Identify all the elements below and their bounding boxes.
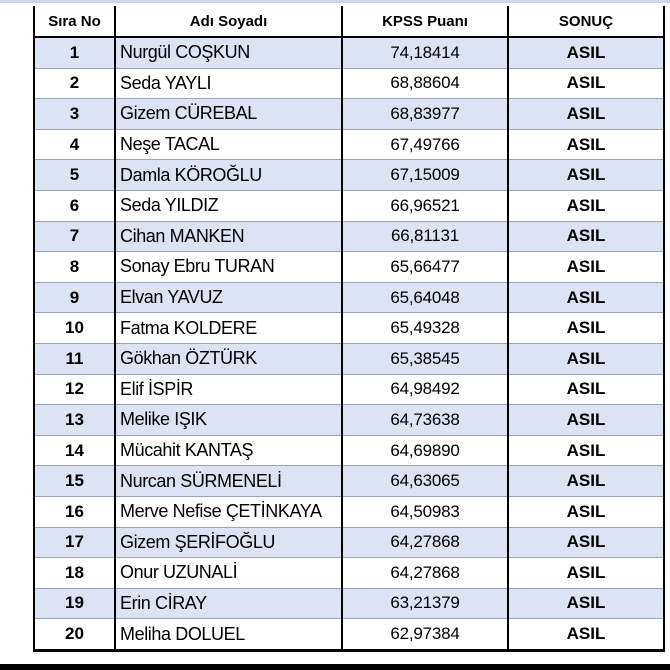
row-number: 12 [34, 374, 115, 405]
result-status: ASIL [508, 435, 664, 466]
row-number: 14 [34, 435, 115, 466]
candidate-name: Seda YILDIZ [115, 190, 342, 221]
kpss-score: 64,69890 [342, 435, 508, 466]
table-row [34, 37, 664, 68]
kpss-score: 64,27868 [342, 527, 508, 558]
row-number: 8 [34, 252, 115, 283]
result-status: ASIL [508, 99, 664, 130]
kpss-score: 68,88604 [342, 68, 508, 99]
table-row [34, 99, 664, 130]
candidate-name: Gizem CÜREBAL [115, 99, 342, 130]
row-number: 1 [34, 37, 115, 68]
result-status: ASIL [508, 588, 664, 619]
kpss-score: 62,97384 [342, 619, 508, 651]
header-row [34, 6, 664, 37]
kpss-score: 65,49328 [342, 313, 508, 344]
table-row [34, 129, 664, 160]
result-status: ASIL [508, 37, 664, 68]
candidate-name: Sonay Ebru TURAN [115, 252, 342, 283]
table-row [34, 466, 664, 497]
header-adi-soyadi: Adı Soyadı [115, 6, 342, 37]
bottom-edge-line [0, 664, 670, 670]
kpss-score: 74,18414 [342, 37, 508, 68]
row-number: 5 [34, 160, 115, 191]
table-row [34, 252, 664, 283]
table-row [34, 343, 664, 374]
result-status: ASIL [508, 221, 664, 252]
table-row [34, 282, 664, 313]
table-row [34, 160, 664, 191]
result-status: ASIL [508, 313, 664, 344]
result-status: ASIL [508, 466, 664, 497]
header-sira-no: Sıra No [34, 6, 115, 37]
row-number: 13 [34, 405, 115, 436]
result-status: ASIL [508, 496, 664, 527]
result-status: ASIL [508, 374, 664, 405]
result-status: ASIL [508, 343, 664, 374]
row-number: 17 [34, 527, 115, 558]
header-kpss-puani: KPSS Puanı [342, 6, 508, 37]
row-number: 16 [34, 496, 115, 527]
kpss-results-table [33, 6, 665, 652]
header-sonuc: SONUÇ [508, 6, 664, 37]
row-number: 18 [34, 558, 115, 589]
row-number: 19 [34, 588, 115, 619]
result-status: ASIL [508, 282, 664, 313]
kpss-score: 64,50983 [342, 496, 508, 527]
result-status: ASIL [508, 190, 664, 221]
candidate-name: Damla KÖROĞLU [115, 160, 342, 191]
kpss-score: 66,96521 [342, 190, 508, 221]
candidate-name: Melike IŞIK [115, 405, 342, 436]
kpss-score: 67,15009 [342, 160, 508, 191]
kpss-score: 66,81131 [342, 221, 508, 252]
candidate-name: Mücahit KANTAŞ [115, 435, 342, 466]
candidate-name: Fatma KOLDERE [115, 313, 342, 344]
candidate-name: Merve Nefise ÇETİNKAYA [115, 496, 342, 527]
candidate-name: Neşe TACAL [115, 129, 342, 160]
result-status: ASIL [508, 619, 664, 651]
row-number: 3 [34, 99, 115, 130]
row-number: 11 [34, 343, 115, 374]
table-row [34, 435, 664, 466]
candidate-name: Seda YAYLI [115, 68, 342, 99]
table-row [34, 313, 664, 344]
table-row [34, 527, 664, 558]
row-number: 10 [34, 313, 115, 344]
kpss-score: 64,63065 [342, 466, 508, 497]
candidate-name: Erin CİRAY [115, 588, 342, 619]
row-number: 2 [34, 68, 115, 99]
kpss-score: 64,27868 [342, 558, 508, 589]
candidate-name: Meliha DOLUEL [115, 619, 342, 651]
row-number: 6 [34, 190, 115, 221]
result-status: ASIL [508, 527, 664, 558]
kpss-score: 65,66477 [342, 252, 508, 283]
table-row [34, 405, 664, 436]
result-status: ASIL [508, 68, 664, 99]
kpss-score: 63,21379 [342, 588, 508, 619]
row-number: 7 [34, 221, 115, 252]
table-row [34, 221, 664, 252]
kpss-score: 67,49766 [342, 129, 508, 160]
kpss-score: 64,98492 [342, 374, 508, 405]
table-row [34, 558, 664, 589]
kpss-score: 68,83977 [342, 99, 508, 130]
row-number: 9 [34, 282, 115, 313]
candidate-name: Gökhan ÖZTÜRK [115, 343, 342, 374]
result-status: ASIL [508, 558, 664, 589]
top-edge-line [0, 0, 670, 3]
result-status: ASIL [508, 405, 664, 436]
table-body [34, 37, 664, 650]
table-header [34, 6, 664, 37]
candidate-name: Onur UZUNALİ [115, 558, 342, 589]
candidate-name: Elif İSPİR [115, 374, 342, 405]
table-row [34, 68, 664, 99]
row-number: 15 [34, 466, 115, 497]
kpss-score: 65,64048 [342, 282, 508, 313]
result-status: ASIL [508, 129, 664, 160]
result-status: ASIL [508, 252, 664, 283]
row-number: 20 [34, 619, 115, 651]
kpss-score: 64,73638 [342, 405, 508, 436]
table-row [34, 619, 664, 651]
kpss-score: 65,38545 [342, 343, 508, 374]
table-row [34, 588, 664, 619]
table-row [34, 496, 664, 527]
candidate-name: Cihan MANKEN [115, 221, 342, 252]
candidate-name: Nurgül COŞKUN [115, 37, 342, 68]
candidate-name: Elvan YAVUZ [115, 282, 342, 313]
candidate-name: Gizem ŞERİFOĞLU [115, 527, 342, 558]
table-row [34, 374, 664, 405]
table-row [34, 190, 664, 221]
result-status: ASIL [508, 160, 664, 191]
row-number: 4 [34, 129, 115, 160]
candidate-name: Nurcan SÜRMENELİ [115, 466, 342, 497]
